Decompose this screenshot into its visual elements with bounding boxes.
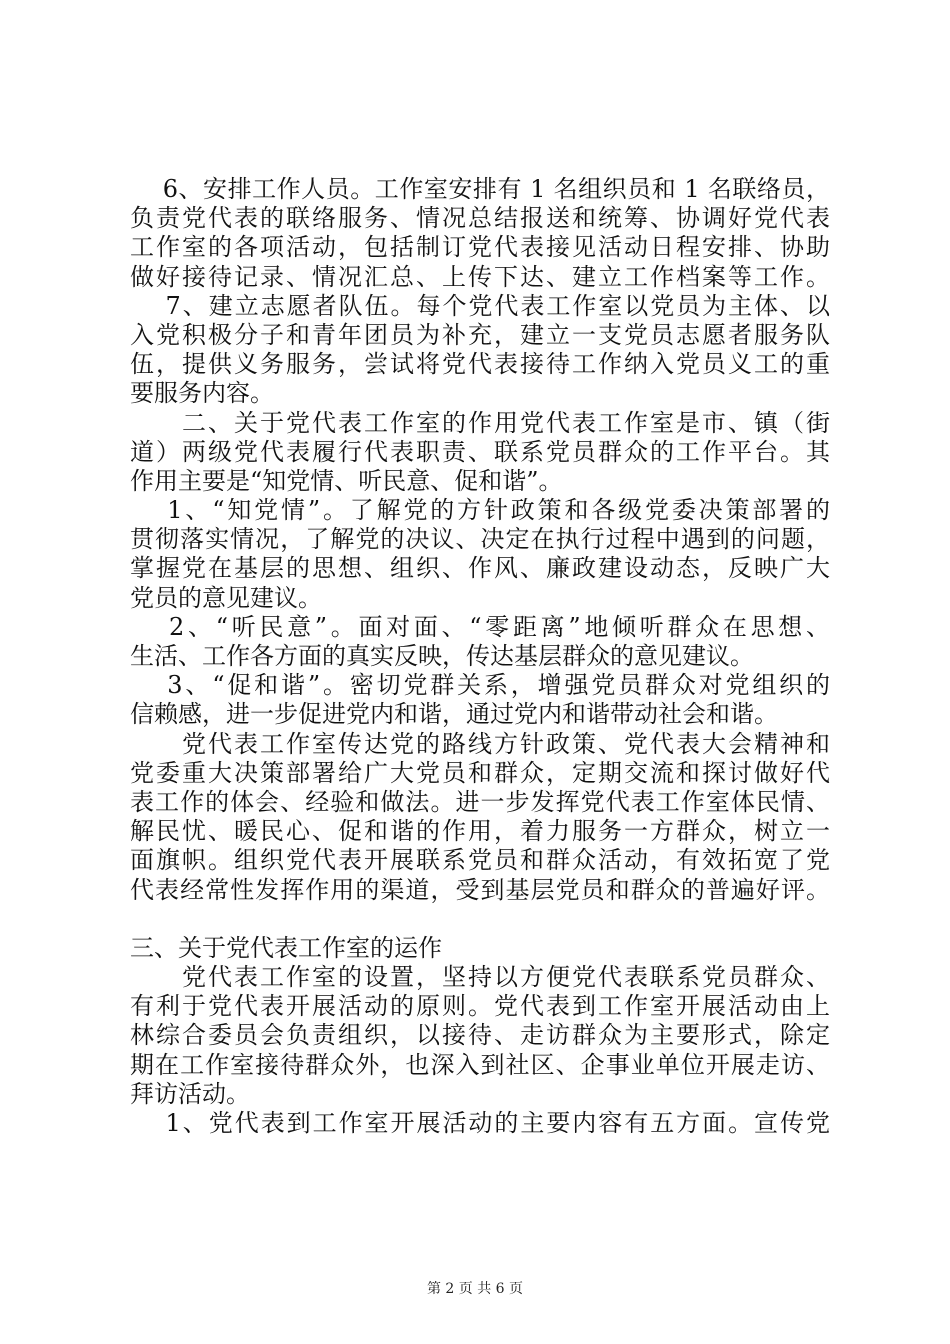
text-line: 面旗帜。组织党代表开展联系党员和群众活动，有效拓宽了党	[130, 846, 830, 875]
text-line: 7、建立志愿者队伍。每个党代表工作室以党员为主体、以	[130, 291, 830, 320]
text-line: 拜访活动。	[130, 1079, 250, 1108]
text-line: 代表经常性发挥作用的渠道，受到基层党员和群众的普遍好评。	[130, 875, 830, 904]
text-line: 表工作的体会、经验和做法。进一步发挥党代表工作室体民情、	[130, 787, 830, 816]
text-line: 3、“促和谐”。密切党群关系，增强党员群众对党组织的	[130, 671, 830, 700]
text-line: 三、关于党代表工作室的运作	[130, 933, 442, 962]
text-line: 期在工作室接待群众外，也深入到社区、企事业单位开展走访、	[130, 1050, 830, 1079]
text-line: 党代表工作室的设置，坚持以方便党代表联系党员群众、	[130, 963, 830, 992]
text-line: 贯彻落实情况，了解党的决议、决定在执行过程中遇到的问题，	[130, 525, 830, 554]
text-line: 要服务内容。	[130, 379, 274, 408]
text-line: 6、安排工作人员。工作室安排有 1 名组织员和 1 名联络员，	[130, 175, 830, 203]
text-line: 党员的意见建议。	[130, 583, 322, 612]
page-footer: 第 2 页 共 6 页	[426, 1281, 524, 1297]
text-line: 1、“知党情”。了解党的方针政策和各级党委决策部署的	[130, 496, 830, 525]
text-line: 道）两级党代表履行代表职责、联系党员群众的工作平台。其	[130, 437, 830, 466]
text-line: 1、党代表到工作室开展活动的主要内容有五方面。宣传党	[130, 1109, 830, 1137]
text-line: 信赖感，进一步促进党内和谐，通过党内和谐带动社会和谐。	[130, 700, 778, 729]
document-body	[130, 175, 830, 1138]
text-line: 党委重大决策部署给广大党员和群众，定期交流和探讨做好代	[130, 758, 830, 787]
text-line: 生活、工作各方面的真实反映，传达基层群众的意见建议。	[130, 642, 754, 670]
text-line: 伍，提供义务服务，尝试将党代表接待工作纳入党员义工的重	[130, 350, 830, 379]
text-line: 2、“听民意”。面对面、“零距离”地倾听群众在思想、	[130, 612, 830, 641]
text-line: 工作室的各项活动，包括制订党代表接见活动日程安排、协助	[130, 233, 830, 262]
text-line: 有利于党代表开展活动的原则。党代表到工作室开展活动由上	[130, 992, 830, 1021]
text-line: 解民忧、暖民心、促和谐的作用，着力服务一方群众，树立一	[130, 817, 830, 846]
blank-line	[130, 905, 830, 934]
text-line: 负责党代表的联络服务、情况总结报送和统筹、协调好党代表	[130, 204, 830, 233]
text-line: 掌握党在基层的思想、组织、作风、廉政建设动态，反映广大	[130, 554, 830, 583]
text-line: 林综合委员会负责组织，以接待、走访群众为主要形式，除定	[130, 1021, 830, 1050]
text-line: 党代表工作室传达党的路线方针政策、党代表大会精神和	[130, 729, 830, 758]
text-line: 入党积极分子和青年团员为补充，建立一支党员志愿者服务队	[130, 320, 830, 349]
text-line: 做好接待记录、情况汇总、上传下达、建立工作档案等工作。	[130, 262, 830, 291]
text-line: 二、关于党代表工作室的作用党代表工作室是市、镇（街	[130, 408, 830, 437]
text-line: 作用主要是“知党情、听民意、促和谐”。	[130, 466, 563, 495]
